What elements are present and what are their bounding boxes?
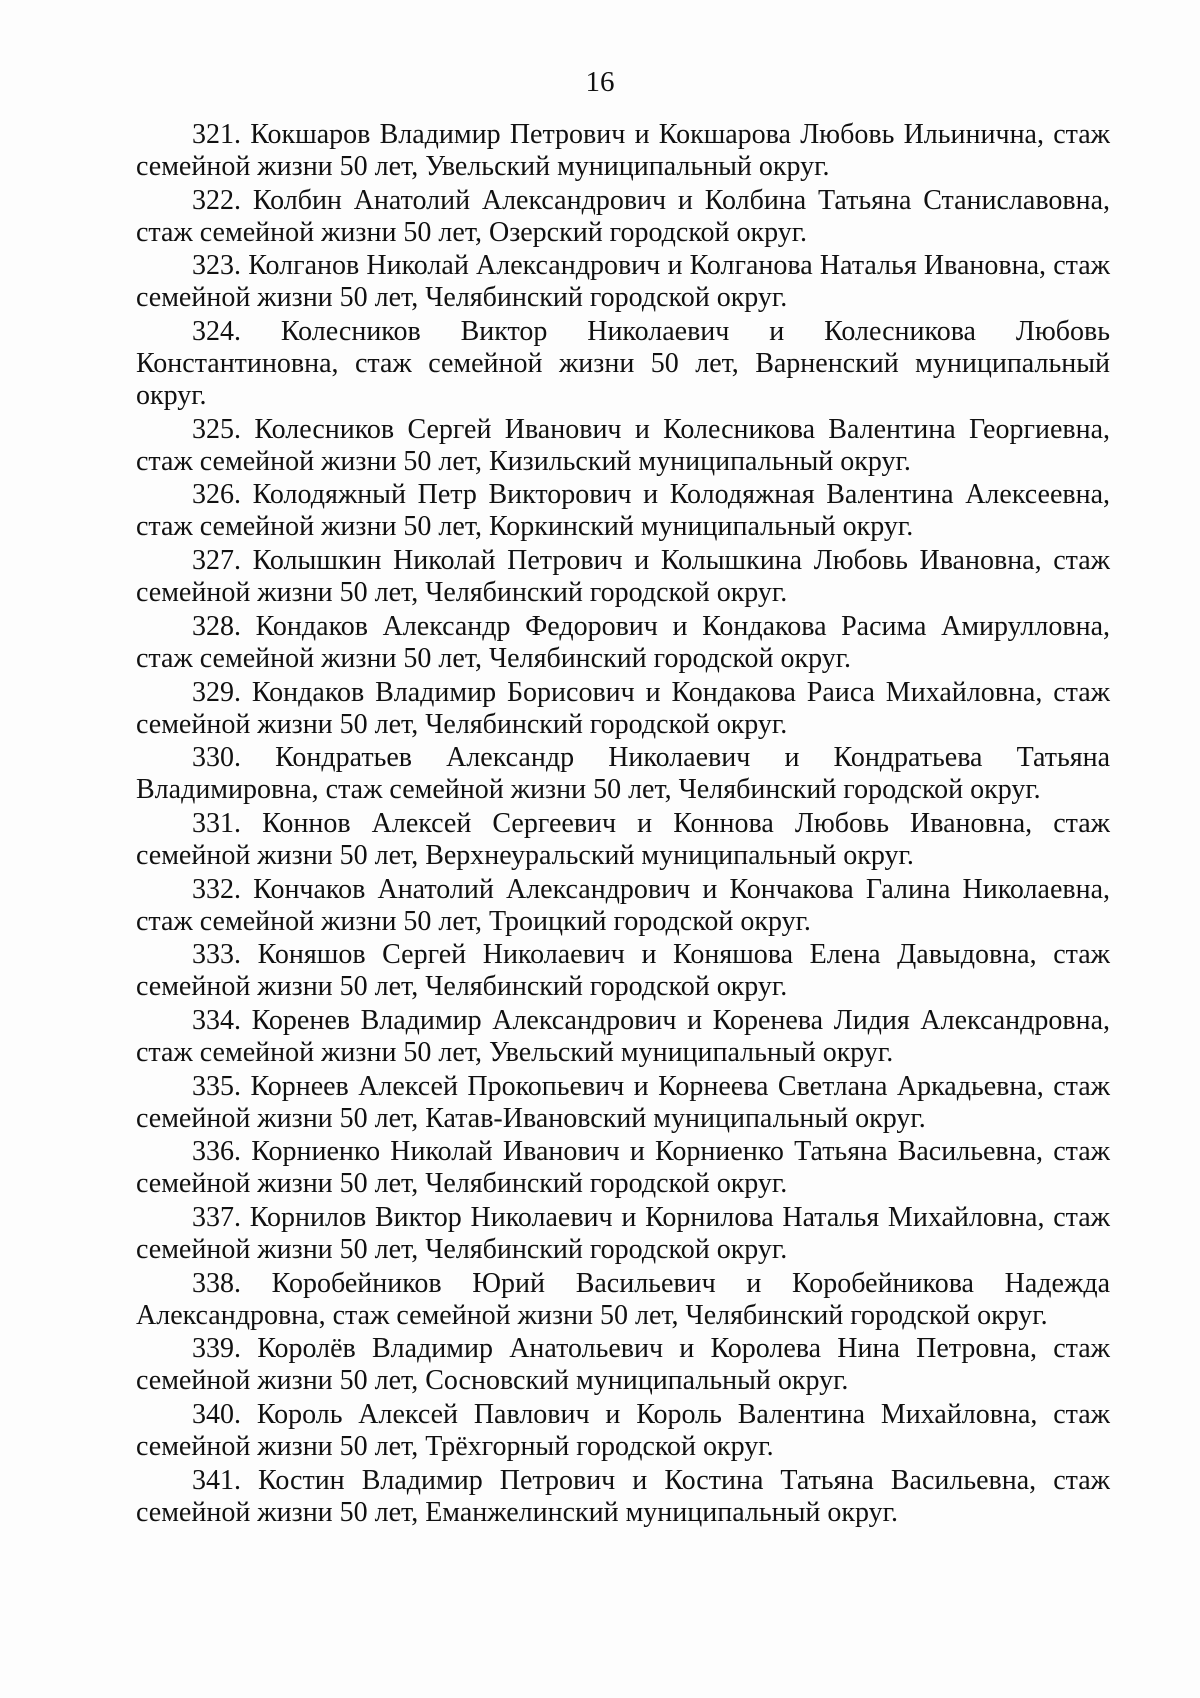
entry-number: 338. [192, 1267, 241, 1299]
entry-number: 326. [192, 479, 241, 511]
entry-text: Коренев Владимир Александрович и Коренева Лидия Александровна, стаж семейной жизни 50 лет, Увельский муниципальный округ. [136, 1004, 1110, 1068]
entry-text: Корнилов Виктор Николаевич и Корнилова Наталья Михайловна, стаж семейной жизни 50 лет, Челябинский городской округ. [136, 1202, 1110, 1265]
entry-text: Колесников Сергей Иванович и Колесникова Валентина Георгиевна, стаж семейной жизни 50 лет, Кизильский муниципальный округ. [136, 413, 1110, 477]
list-item [136, 1268, 1110, 1332]
entry-text: Костин Владимир Петрович и Костина Татьяна Васильевна, стаж семейной жизни 50 лет, Еманжелинский муниципальный округ. [136, 1464, 1110, 1528]
list-item [136, 1465, 1110, 1529]
list-item [136, 1136, 1110, 1200]
entry-text: Кокшаров Владимир Петрович и Кокшарова Любовь Ильинична, стаж семейной жизни 50 лет, Увельский муниципальный округ. [136, 119, 1111, 182]
entry-text: Колодяжный Петр Викторович и Колодяжная Валентина Алексеевна, стаж семейной жизни 50 лет, Коркинский муниципальный округ. [136, 479, 1110, 543]
list-item [136, 611, 1110, 675]
list-item [136, 185, 1110, 249]
entry-number: 335. [192, 1070, 241, 1102]
entry-number: 332. [192, 873, 241, 905]
entry-text: Кондаков Александр Федорович и Кондакова Расима Амирулловна, стаж семейной жизни 50 лет, Челябинский городской округ. [136, 610, 1110, 674]
entry-number: 334. [192, 1004, 241, 1036]
entry-number: 329. [192, 676, 241, 708]
couples-list [136, 119, 1110, 1530]
entry-number: 328. [192, 610, 241, 642]
list-item [136, 316, 1110, 412]
list-item [136, 677, 1110, 741]
page-number: 16 [585, 66, 615, 98]
entry-text: Колганов Николай Александрович и Колганова Наталья Ивановна, стаж семейной жизни 50 лет, Челябинский городской округ. [136, 250, 1110, 314]
list-item [136, 545, 1110, 609]
list-item [136, 1202, 1110, 1266]
list-item [136, 479, 1110, 543]
entry-text: Кондаков Владимир Борисович и Кондакова Раиса Михайловна, стаж семейной жизни 50 лет, Челябинский городской округ. [136, 676, 1110, 740]
list-item [136, 808, 1110, 872]
entry-number: 325. [192, 413, 241, 445]
entry-number: 339. [192, 1333, 241, 1365]
list-item [136, 1071, 1110, 1135]
entry-text: Корнеев Алексей Прокопьевич и Корнеева Светлана Аркадьевна, стаж семейной жизни 50 лет, Катав-Ивановский муниципальный округ. [136, 1070, 1110, 1134]
entry-number: 336. [192, 1136, 241, 1168]
list-item [136, 939, 1110, 1003]
entry-text: Колышкин Николай Петрович и Колышкина Любовь Ивановна, стаж семейной жизни 50 лет, Челябинский городской округ. [136, 545, 1111, 609]
list-item [136, 1005, 1110, 1069]
entry-text: Колесников Виктор Николаевич и Колесникова Любовь Константиновна, стаж семейной жизни 50 лет, Варненский муниципальный округ. [136, 316, 1111, 412]
list-item [136, 250, 1110, 314]
list-item [136, 742, 1110, 806]
entry-number: 331. [192, 807, 241, 839]
entry-number: 324. [192, 316, 241, 348]
entry-number: 341. [192, 1464, 241, 1496]
entry-number: 322. [192, 184, 241, 216]
entry-number: 327. [192, 545, 241, 577]
entry-number: 321. [192, 119, 241, 150]
entry-text: Корниенко Николай Иванович и Корниенко Татьяна Васильевна, стаж семейной жизни 50 лет, Челябинский городской округ. [136, 1136, 1111, 1200]
list-item [136, 1399, 1110, 1463]
list-item [136, 1333, 1110, 1397]
list-item [136, 874, 1110, 938]
entry-number: 340. [192, 1399, 241, 1431]
entry-number: 330. [192, 742, 241, 774]
entry-text: Королёв Владимир Анатольевич и Королева Нина Петровна, стаж семейной жизни 50 лет, Сосновский муниципальный округ. [136, 1333, 1110, 1397]
entry-text: Кончаков Анатолий Александрович и Кончакова Галина Николаевна, стаж семейной жизни 50 лет, Троицкий городской округ. [136, 873, 1111, 937]
entry-text: Коняшов Сергей Николаевич и Коняшова Елена Давыдовна, стаж семейной жизни 50 лет, Челябинский городской округ. [136, 939, 1110, 1003]
entry-text: Коробейников Юрий Васильевич и Коробейникова Надежда Александровна, стаж семейной жизни 50 лет, Челябинский городской округ. [136, 1267, 1110, 1331]
entry-number: 337. [192, 1202, 241, 1233]
entry-text: Коннов Алексей Сергеевич и Коннова Любовь Ивановна, стаж семейной жизни 50 лет, Верхнеуральский муниципальный округ. [136, 807, 1111, 871]
entry-text: Колбин Анатолий Александрович и Колбина Татьяна Станиславовна, стаж семейной жизни 50 лет, Озерский городской округ. [136, 184, 1110, 248]
entry-text: Кондратьев Александр Николаевич и Кондратьева Татьяна Владимировна, стаж семейной жизни 50 лет, Челябинский городской округ. [136, 742, 1110, 806]
entry-text: Король Алексей Павлович и Король Валентина Михайловна, стаж семейной жизни 50 лет, Трёхгорный городской округ. [136, 1399, 1111, 1463]
list-item [136, 414, 1110, 478]
entry-number: 333. [192, 939, 241, 971]
list-item [136, 119, 1110, 183]
entry-number: 323. [192, 250, 241, 282]
